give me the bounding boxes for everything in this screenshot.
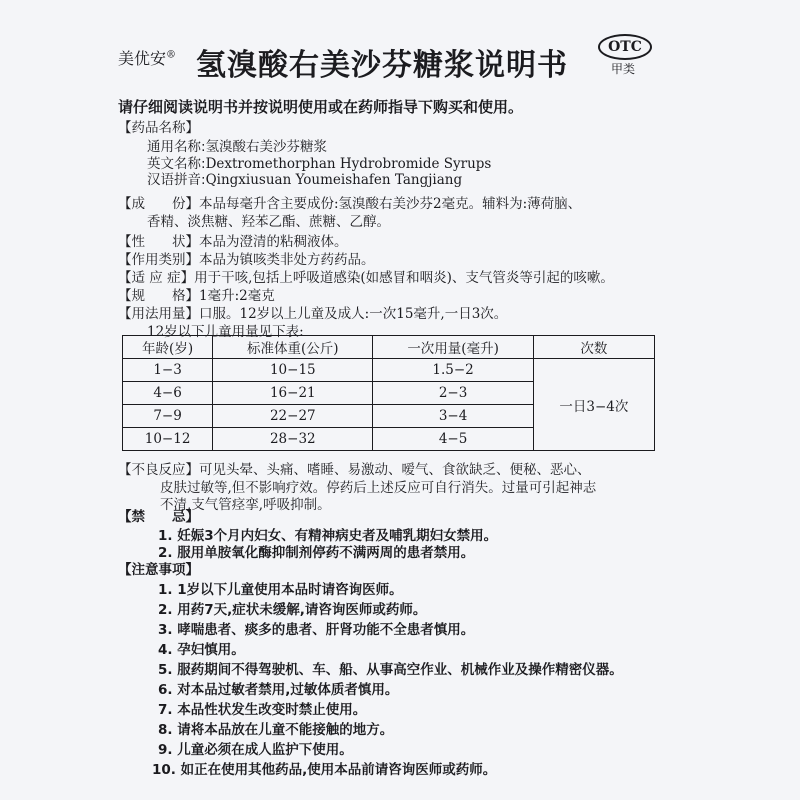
section-contraindications: 【禁 忌】 — [118, 509, 199, 525]
otc-badge: OTC — [598, 34, 652, 60]
generic-name-row: 通用名称:氢溴酸右美沙芬糖浆 — [147, 139, 328, 155]
age-cell: 7−9 — [123, 405, 213, 428]
pinyin-name-row: 汉语拼音:Qingxiusuan Youmeishafen Tangjiang — [147, 172, 463, 188]
precaution-item: 10. 如正在使用其他药品,使用本品前请咨询医师或药师。 — [152, 762, 497, 778]
document-title: 氢溴酸右美沙芬糖浆说明书 — [196, 48, 568, 83]
dose-cell: 2−3 — [373, 382, 533, 405]
usage-notice: 请仔细阅读说明书并按说明使用或在药师指导下购买和使用。 — [118, 98, 524, 116]
table-caption: 12岁以下儿童用量见下表: — [147, 324, 304, 340]
age-cell: 4−6 — [123, 382, 213, 405]
specs-row: 【规 格】1毫升:2毫克 — [118, 288, 275, 304]
precaution-item: 3. 哮喘患者、痰多的患者、肝肾功能不全患者慎用。 — [158, 622, 475, 638]
dosage-table — [122, 335, 655, 451]
age-cell: 1−3 — [123, 359, 213, 382]
section-drug-name: 【药品名称】 — [118, 120, 199, 136]
ingredients-line2: 香精、淡焦糖、羟苯乙酯、蔗糖、乙醇。 — [147, 214, 390, 230]
brand-name: 美优安® — [118, 49, 177, 68]
dose-cell: 3−4 — [373, 405, 533, 428]
usage-row: 【用法用量】口服。12岁以上儿童及成人:一次15毫升,一日3次。 — [118, 306, 508, 322]
appearance-row: 【性 状】本品为澄清的粘稠液体。 — [118, 234, 348, 250]
otc-category: 甲类 — [611, 62, 636, 76]
table-row — [123, 359, 655, 382]
dose-cell: 4−5 — [373, 428, 533, 451]
indications-row: 【适 应 症】用于干咳,包括上呼吸道感染(如感冒和咽炎)、支气管炎等引起的咳嗽。 — [118, 270, 614, 286]
header-age: 年龄(岁) — [123, 336, 213, 359]
ingredients-row: 【成 份】本品每毫升含主要成份:氢溴酸右美沙芬2毫克。辅料为:薄荷脑、 — [118, 196, 582, 212]
registered-mark: ® — [166, 49, 177, 61]
age-cell: 10−12 — [123, 428, 213, 451]
precaution-item: 4. 孕妇慎用。 — [158, 642, 245, 658]
precaution-item: 6. 对本品过敏者禁用,过敏体质者慎用。 — [158, 682, 399, 698]
precaution-item: 8. 请将本品放在儿童不能接触的地方。 — [158, 722, 394, 738]
precaution-item: 2. 用药7天,症状未缓解,请咨询医师或药师。 — [158, 602, 427, 618]
precaution-item: 9. 儿童必须在成人监护下使用。 — [158, 742, 353, 758]
weight-cell: 10−15 — [213, 359, 373, 382]
weight-cell: 22−27 — [213, 405, 373, 428]
weight-cell: 28−32 — [213, 428, 373, 451]
header-dose: 一次用量(毫升) — [373, 336, 533, 359]
dose-cell: 1.5−2 — [373, 359, 533, 382]
contraindication-item: 2. 服用单胺氧化酶抑制剂停药不满两周的患者禁用。 — [158, 545, 475, 561]
precaution-item: 7. 本品性状发生改变时禁止使用。 — [158, 702, 367, 718]
header-frequency: 次数 — [533, 336, 654, 359]
precaution-item: 1. 1岁以下儿童使用本品时请咨询医师。 — [158, 582, 403, 598]
adverse-line3: 不清,支气管痉挛,呼吸抑制。 — [160, 497, 331, 513]
adverse-line2: 皮肤过敏等,但不影响疗效。停药后上述反应可自行消失。过量可引起神志 — [160, 480, 597, 496]
weight-cell: 16−21 — [213, 382, 373, 405]
frequency-cell: 一日3−4次 — [533, 359, 654, 451]
precaution-item: 5. 服药期间不得驾驶机、车、船、从事高空作业、机械作业及操作精密仪器。 — [158, 662, 623, 678]
header-weight: 标准体重(公斤) — [213, 336, 373, 359]
section-precautions: 【注意事项】 — [118, 562, 199, 578]
category-row: 【作用类别】本品为镇咳类非处方药药品。 — [118, 252, 375, 268]
contraindication-item: 1. 妊娠3个月内妇女、有精神病史者及哺乳期妇女禁用。 — [158, 528, 498, 544]
english-name-row: 英文名称:Dextromethorphan Hydrobromide Syrups — [147, 156, 492, 172]
table-header-row — [123, 336, 655, 359]
adverse-row: 【不良反应】可见头晕、头痛、嗜睡、易激动、嗳气、食欲缺乏、便秘、恶心、 — [118, 462, 591, 478]
